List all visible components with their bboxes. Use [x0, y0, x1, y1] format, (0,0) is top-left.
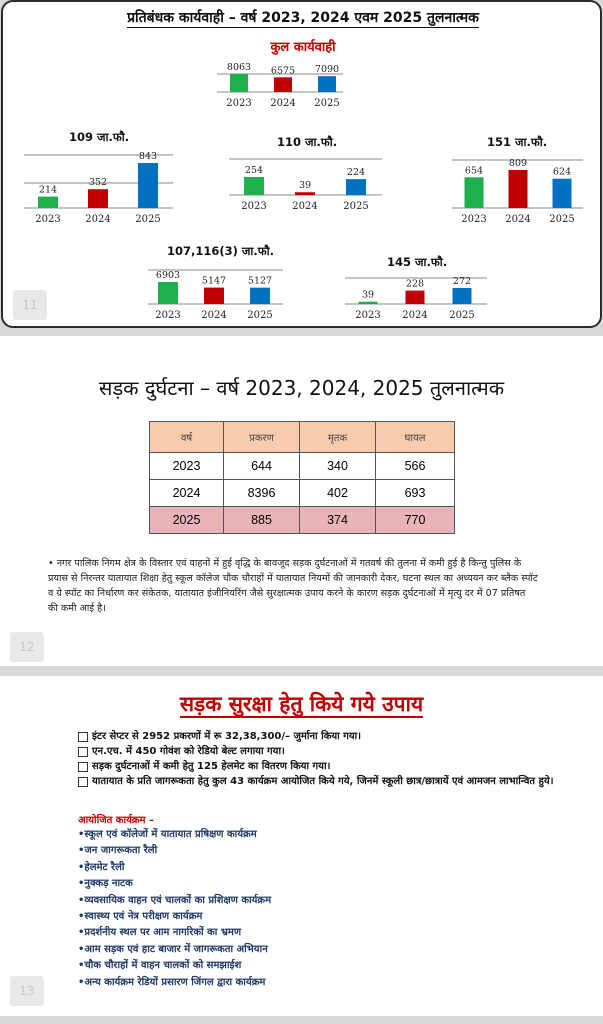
chart-title-109: 109 जा.फौ.: [69, 130, 130, 144]
bar-2025: [553, 179, 572, 208]
tick-label: 2023: [35, 214, 61, 225]
data-label: 6575: [270, 65, 296, 77]
cell: 2025: [150, 507, 224, 534]
list-item: •स्कूल एवं कॉलेजों में यातायात प्रषिक्षण कार्यक्रम: [78, 829, 257, 840]
table-row: [150, 453, 455, 480]
list-item: यातायात के प्रति जागरूकता हेतु कुल 43 कार्यक्रम आयोजित किये गये, जिनमें स्कूली छात्र/छात्रायें एवं आमजन लाभान्वित हुये।: [78, 774, 558, 789]
tick-label: 2023: [226, 98, 252, 109]
data-label: 6903: [155, 270, 181, 281]
tick-label: 2025: [549, 214, 575, 225]
slide1-title: प्रतिबंधक कार्यवाही – वर्ष 2023, 2024 एवम 2025 तुलनात्मक: [127, 10, 479, 26]
data-label: 5127: [247, 275, 273, 287]
bar-2025: [138, 163, 158, 208]
col-header-deaths: मृतक: [300, 422, 376, 453]
table-row: [150, 480, 455, 507]
list-item: इंटर सेप्टर से 2952 प्रकरणों में रू 32,38,300/– जुर्माना किया गया।: [78, 729, 558, 744]
cell: 693: [376, 480, 455, 507]
tick-label: 2023: [155, 310, 181, 321]
bar-charts: [3, 2, 602, 326]
list-item: •प्रदर्शनीय स्थल पर आम नागरिकों का भ्रमण: [78, 927, 242, 939]
bar-2023: [158, 282, 178, 304]
cell: 770: [376, 507, 455, 534]
slide1-subtitle: कुल कार्यवाही: [270, 40, 336, 55]
cell: 566: [376, 453, 455, 480]
data-label: 8063: [226, 62, 252, 73]
list-item: •चौक चौराहों में वाहन चालकों को समझाईश: [78, 960, 242, 972]
list-item: •व्यवसायिक वाहन एवं चालकों का प्रशिक्षण कार्यक्रम: [78, 894, 272, 906]
table-row-highlighted: [150, 507, 455, 534]
col-header-injured: घायल: [376, 422, 455, 453]
slide-number: 13: [10, 976, 44, 1006]
tick-label: 2023: [461, 214, 487, 225]
data-label: 39: [298, 180, 312, 192]
slide-preventive-action: [1, 0, 602, 328]
data-label: 272: [452, 276, 472, 287]
bar-2025: [346, 179, 366, 195]
list-item: •जन जागरूकता रैली: [78, 845, 158, 857]
slide-number: 11: [13, 290, 47, 320]
list-item: सड़क दुर्घटनाओं में कमी हेतु 125 हेलमेट का वितरण किया गया।: [78, 759, 558, 774]
bar-2023: [230, 74, 248, 92]
bar-2024: [509, 170, 528, 208]
chart-title-145: 145 जा.फौ.: [387, 255, 448, 269]
tick-label: 2025: [343, 201, 369, 212]
bar-2024: [406, 291, 425, 304]
list-item: •हेलमेट रैली: [78, 861, 125, 873]
col-header-year: वर्ष: [150, 422, 224, 453]
slide-road-safety-measures: [0, 676, 603, 1016]
chart-title-110: 110 जा.फौ.: [277, 135, 338, 149]
bar-2025: [453, 288, 472, 304]
tick-label: 2025: [314, 98, 340, 109]
checkbox-icon: [78, 762, 88, 772]
tick-label: 2023: [355, 310, 381, 321]
data-label: 654: [464, 165, 484, 177]
accident-note: • नगर पालिक निगम क्षेत्र के विस्तार एवं वाहनों में हुई वृद्धि के बावजूद सड़क दुर्घटनाओं में गतवर्ष की तुलना में कमी हुई है किन्तु पुलिस के प्रयास से निरन्तर यातायात शिक्षा हेतु स्कूल कॉलेज चौक चौराहों में यातायात नियमों की जानकारी देकर, घटना स्थल का अध्ययन कर ब्लैक स्पॉट व ग्रे स्पॉट का निर्धारण कर संकेतक, यातायात इंजीनियरिंग जैसे सुरक्षात्मक उपाय करने के कारण सड़क दुर्घटनाओं में मृत्यु दर में 07 प्रतिषत की कमी आई है।: [48, 558, 538, 614]
data-label: 5147: [201, 275, 227, 287]
data-label: 624: [552, 166, 572, 178]
data-label: 254: [244, 165, 264, 176]
data-label: 809: [508, 158, 528, 169]
accident-table: [149, 421, 455, 534]
cell: 644: [224, 453, 300, 480]
bar-2025: [250, 288, 270, 304]
data-label: 228: [405, 278, 425, 290]
cell: 2023: [150, 453, 224, 480]
cell: 402: [300, 480, 376, 507]
list-item: •अन्य कार्यक्रम रेडियों प्रसारण जिंगल द्वारा कार्यक्रम: [78, 976, 266, 988]
tick-label: 2024: [85, 214, 111, 225]
data-label: 214: [38, 184, 58, 196]
cell: 8396: [224, 480, 300, 507]
data-label: 7090: [314, 64, 340, 76]
bar-2024: [204, 288, 224, 304]
col-header-cases: प्रकरण: [224, 422, 300, 453]
tick-label: 2024: [505, 214, 531, 225]
tick-label: 2025: [135, 214, 161, 225]
bar-2023: [244, 177, 264, 195]
tick-label: 2023: [241, 201, 267, 212]
bar-2024: [295, 192, 315, 195]
bar-2025: [318, 76, 336, 92]
tick-label: 2025: [449, 310, 475, 321]
list-item: •आम सड़क एवं हाट बाजार में जागरूकता अभियान: [78, 943, 268, 955]
slide3-title: सड़क सुरक्षा हेतु किये गये उपाय: [179, 692, 424, 716]
tick-label: 2024: [292, 201, 318, 212]
list-item: एन.एच. में 450 गोवंश को रेडियो बेल्ट लगाया गया।: [78, 744, 558, 759]
cell: 885: [224, 507, 300, 534]
measures-list: [78, 729, 558, 789]
slide-road-accidents: [0, 336, 603, 666]
bar-2024: [88, 189, 108, 208]
bar-2024: [274, 77, 292, 92]
checkbox-icon: [78, 777, 88, 787]
checkbox-icon: [78, 747, 88, 757]
events-heading: आयोजित कार्यक्रम –: [78, 815, 155, 826]
chart-title-151: 151 जा.फौ.: [487, 135, 548, 149]
chart-title-107-116: 107,116(3) जा.फौ.: [167, 244, 274, 258]
slide-number: 12: [10, 632, 44, 662]
cell: 374: [300, 507, 376, 534]
slide2-title: सड़क दुर्घटना – वर्ष 2023, 2024, 2025 तुलनात्मक: [98, 376, 505, 400]
bar-2023: [359, 302, 378, 304]
tick-label: 2024: [270, 98, 296, 109]
checkbox-icon: [78, 732, 88, 742]
events-list: [78, 827, 271, 991]
data-label: 352: [88, 177, 108, 189]
bar-2023: [38, 197, 58, 208]
tick-label: 2025: [247, 310, 273, 321]
tick-label: 2024: [402, 310, 428, 321]
data-label: 843: [138, 151, 158, 162]
cell: 340: [300, 453, 376, 480]
tick-label: 2024: [201, 310, 227, 321]
data-label: 39: [361, 289, 375, 301]
bar-2023: [465, 177, 484, 208]
data-label: 224: [346, 167, 366, 179]
cell: 2024: [150, 480, 224, 507]
list-item: •स्वास्थ्य एवं नेत्र परीक्षण कार्यक्रम: [78, 911, 203, 923]
list-item: •नुक्कड़ नाटक: [78, 878, 133, 890]
